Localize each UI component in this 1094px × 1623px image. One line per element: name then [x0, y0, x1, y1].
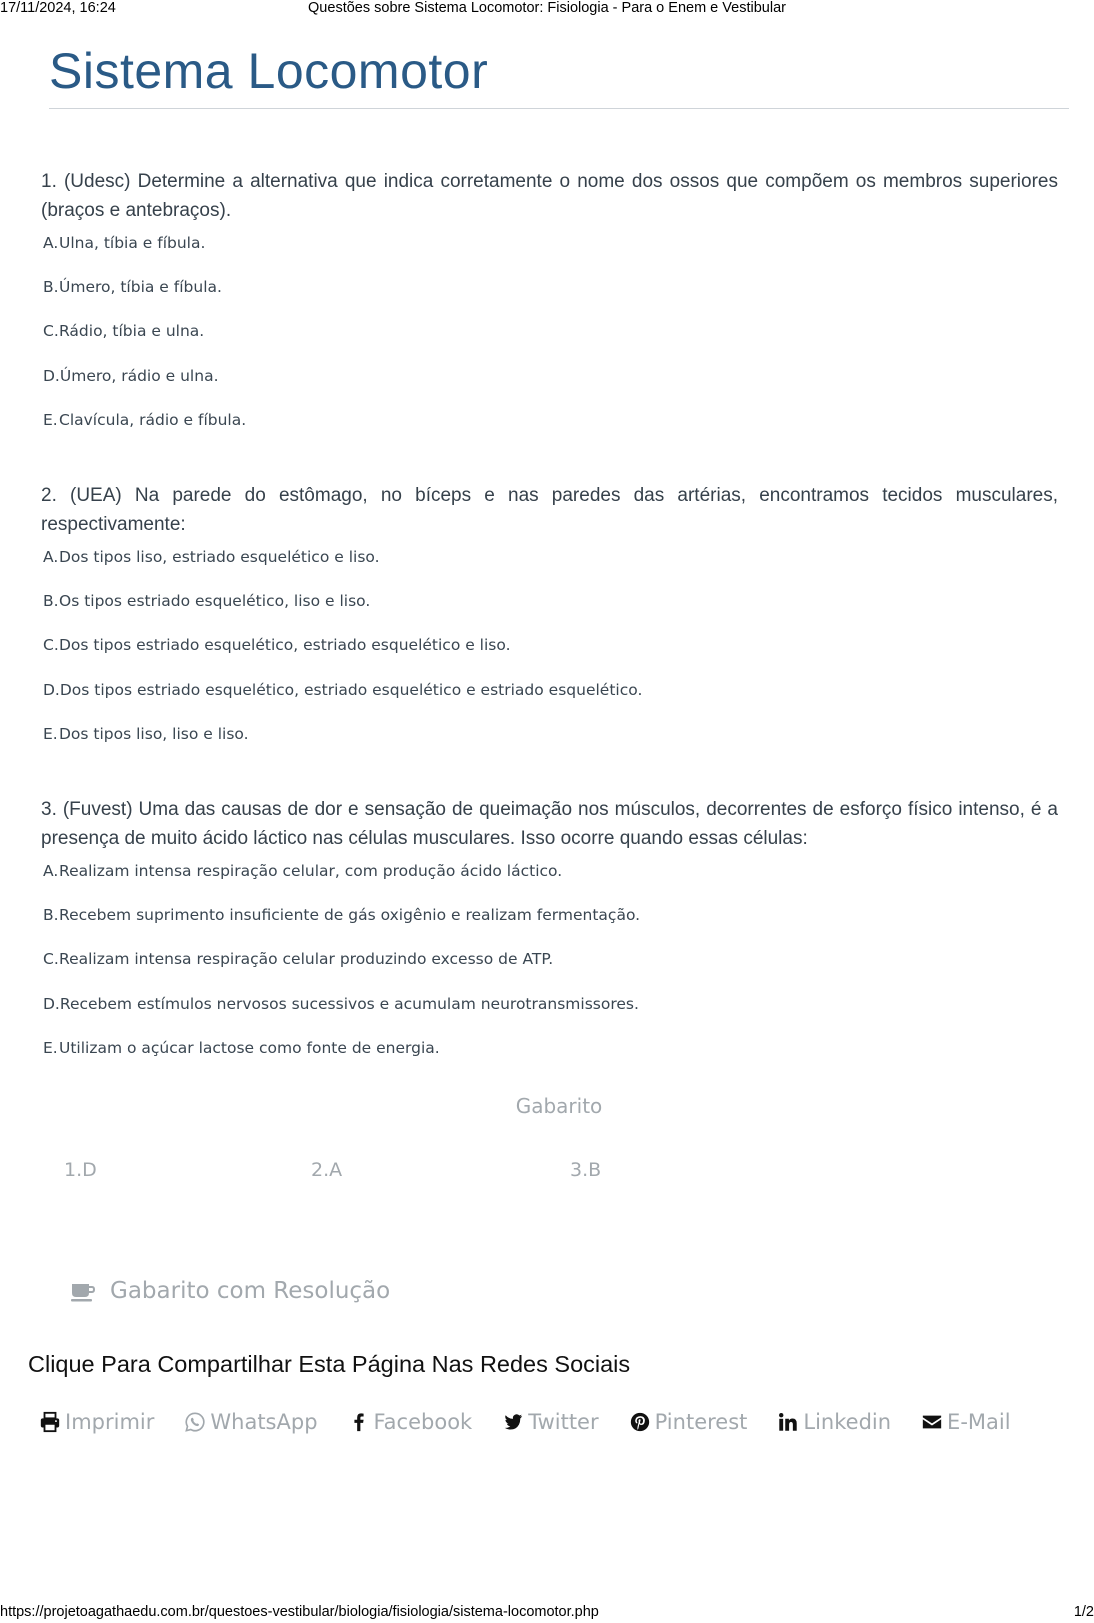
option-text: Rádio, tíbia e ulna. [59, 322, 205, 341]
option-b[interactable] [41, 591, 1058, 635]
print-url: https://projetoagathaedu.com.br/questoes-vestibular/biologia/fisiologia/sistema-locomotor.php [0, 1604, 599, 1620]
option-letter: B. [43, 278, 59, 297]
option-a[interactable] [41, 547, 1058, 591]
option-text: Úmero, tíbia e fíbula. [59, 278, 222, 297]
email-icon [921, 1411, 943, 1433]
option-c[interactable] [41, 635, 1058, 679]
share-twitter-label: Twitter [528, 1410, 599, 1434]
option-text: Realizam intensa respiração celular produzindo excesso de ATP. [59, 950, 554, 969]
share-linkedin-label: Linkedin [803, 1410, 892, 1434]
option-c[interactable] [41, 949, 1058, 993]
option-text: Dos tipos liso, estriado esquelético e liso. [59, 548, 380, 566]
print-footer [0, 1604, 1094, 1622]
question-text: 2. (UEA) Na parede do estômago, no bíceps e nas paredes das artérias, encontramos tecidos musculares, respectivamente: [41, 485, 1058, 535]
option-text: Utilizam o açúcar lactose como fonte de energia. [59, 1038, 440, 1057]
option-letter: A. [43, 862, 59, 880]
option-text: Os tipos estriado esquelético, liso e liso. [59, 592, 371, 611]
question-text: 3. (Fuvest) Uma das causas de dor e sensação de queimação nos músculos, decorrentes de esforço físico intenso, é a presença de muito ácido láctico nas células musculares. Isso ocorre quando essas células: [41, 799, 1058, 849]
coffee-icon [70, 1280, 96, 1302]
share-email-label: E-Mail [947, 1410, 1011, 1434]
option-letter: C. [43, 322, 59, 341]
facebook-icon [348, 1411, 370, 1433]
option-d[interactable] [41, 366, 1058, 410]
option-text: Dos tipos estriado esquelético, estriado esquelético e liso. [59, 636, 511, 655]
question-2 [41, 481, 1058, 768]
option-letter: D. [43, 366, 60, 385]
option-letter: E. [43, 410, 58, 429]
option-b[interactable] [41, 277, 1058, 321]
option-letter: C. [43, 636, 59, 655]
question-text: 1. (Udesc) Determine a alternativa que indica corretamente o nome dos ossos que compõem os membros superiores (braços e antebraços). [41, 171, 1058, 221]
option-text: Recebem estímulos nervosos sucessivos e acumulam neurotransmissores. [59, 994, 639, 1013]
option-b[interactable] [41, 905, 1058, 949]
options-list [41, 547, 1058, 768]
share-email[interactable] [921, 1410, 1011, 1434]
option-letter: D. [43, 994, 60, 1013]
option-text: Ulna, tíbia e fíbula. [59, 234, 206, 252]
option-text: Dos tipos liso, liso e liso. [59, 724, 249, 743]
option-letter: D. [43, 680, 60, 699]
option-text: Recebem suprimento insuficiente de gás oxigênio e realizam fermentação. [59, 906, 641, 925]
options-list [41, 861, 1058, 1082]
gabarito-title: Gabarito [515, 1094, 603, 1118]
option-d[interactable] [41, 680, 1058, 724]
option-letter: E. [43, 724, 58, 743]
page-title: Sistema Locomotor [49, 43, 489, 99]
share-whatsapp-label: WhatsApp [210, 1410, 318, 1434]
share-pinterest-label: Pinterest [654, 1410, 748, 1434]
linkedin-icon [777, 1411, 799, 1433]
option-a[interactable] [41, 861, 1058, 905]
option-letter: E. [43, 1038, 58, 1057]
share-title: Clique Para Compartilhar Esta Página Nas Redes Sociais [28, 1351, 631, 1377]
print-page-number: 1/2 [1073, 1604, 1094, 1620]
option-text: Dos tipos estriado esquelético, estriado esquelético e estriado esquelético. [59, 680, 643, 699]
answer-1: 1.D [64, 1159, 97, 1181]
options-list [41, 233, 1058, 454]
print-date: 17/11/2024, 16:24 [0, 0, 116, 16]
option-text: Realizam intensa respiração celular, com produção ácido láctico. [59, 862, 563, 880]
answer-3: 3.B [570, 1159, 602, 1181]
share-linkedin[interactable] [777, 1410, 891, 1434]
pinterest-icon [629, 1411, 651, 1433]
option-e[interactable] [41, 724, 1058, 768]
question-1 [41, 167, 1058, 454]
share-print[interactable] [39, 1410, 154, 1434]
print-document-title: Questões sobre Sistema Locomotor: Fisiologia - Para o Enem e Vestibular [308, 0, 786, 16]
option-e[interactable] [41, 410, 1058, 454]
option-text: Úmero, rádio e ulna. [59, 366, 219, 385]
share-twitter[interactable] [502, 1410, 598, 1434]
option-c[interactable] [41, 321, 1058, 365]
whatsapp-icon [184, 1411, 206, 1433]
option-letter: A. [43, 234, 59, 252]
share-whatsapp[interactable] [184, 1410, 317, 1434]
answer-2: 2.A [311, 1159, 343, 1181]
share-facebook[interactable] [348, 1410, 473, 1434]
option-letter: C. [43, 950, 59, 969]
share-pinterest[interactable] [629, 1410, 748, 1434]
twitter-icon [502, 1411, 524, 1433]
option-d[interactable] [41, 994, 1058, 1038]
title-divider [49, 108, 1069, 109]
option-letter: A. [43, 548, 59, 566]
share-print-label: Imprimir [65, 1410, 155, 1434]
option-text: Clavícula, rádio e fíbula. [59, 410, 247, 429]
print-header [0, 0, 1094, 18]
question-3 [41, 795, 1058, 1082]
option-e[interactable] [41, 1038, 1058, 1082]
printer-icon [39, 1411, 61, 1433]
option-a[interactable] [41, 233, 1058, 277]
option-letter: B. [43, 906, 59, 925]
option-letter: B. [43, 592, 59, 611]
gabarito-resolucao-link[interactable] [70, 1276, 390, 1306]
gabarito-resolucao-label: Gabarito com Resolução [110, 1278, 391, 1304]
share-bar [39, 1407, 1041, 1437]
share-facebook-label: Facebook [373, 1410, 473, 1434]
